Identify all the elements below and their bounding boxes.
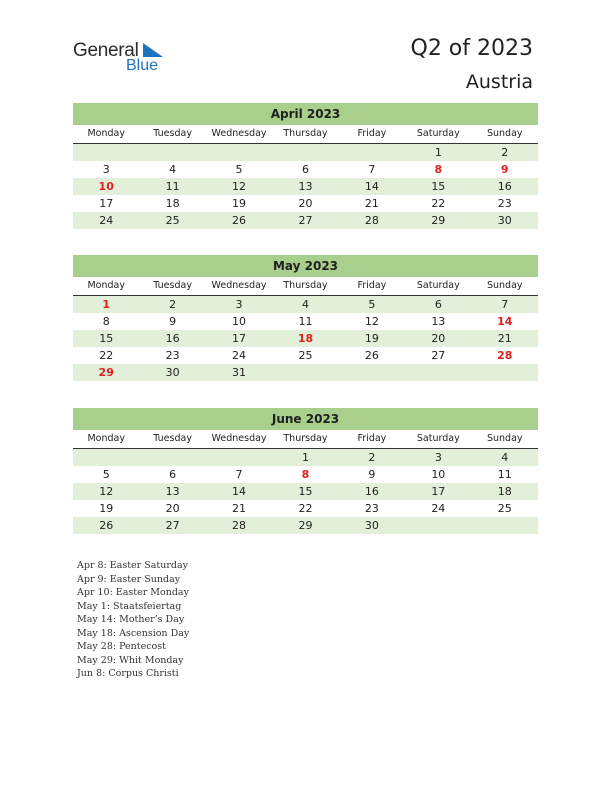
- empty-day-cell: [339, 144, 405, 161]
- day-cell: 15: [99, 332, 114, 345]
- week-row: [73, 449, 538, 466]
- day-cell: 28: [497, 349, 513, 362]
- week-row: [73, 313, 538, 330]
- weekday-label: Friday: [357, 128, 387, 139]
- month-june: [73, 408, 538, 534]
- holiday-item: May 28: Pentecost: [77, 641, 166, 652]
- day-cell: 11: [497, 468, 512, 481]
- weekday-label: Wednesday: [211, 128, 267, 139]
- weekday-label: Wednesday: [211, 433, 267, 444]
- day-cell: 29: [98, 366, 114, 379]
- day-cell: 4: [301, 298, 309, 311]
- day-cell: 10: [98, 180, 114, 193]
- day-cell: 21: [364, 197, 379, 210]
- weekday-label: Saturday: [416, 280, 460, 291]
- day-cell: 3: [434, 451, 442, 464]
- week-row: [73, 347, 538, 364]
- day-cell: 31: [232, 366, 247, 379]
- empty-day-cell: [272, 144, 338, 161]
- day-cell: 16: [165, 332, 180, 345]
- weekday-label: Thursday: [283, 128, 328, 139]
- day-cell: 20: [431, 332, 446, 345]
- weekday-label: Thursday: [283, 280, 328, 291]
- holiday-item: May 1: Staatsfeiertag: [77, 600, 182, 612]
- day-cell: 11: [165, 180, 180, 193]
- month-april: [73, 103, 538, 229]
- day-cell: 7: [235, 468, 243, 481]
- day-cell: 15: [431, 180, 446, 193]
- day-cell: 7: [501, 298, 509, 311]
- day-cell: 12: [99, 485, 114, 498]
- day-cell: 7: [368, 163, 376, 176]
- day-cell: 19: [232, 197, 247, 210]
- day-cell: 23: [364, 502, 379, 515]
- day-cell: 29: [431, 214, 446, 227]
- day-cell: 14: [497, 315, 513, 328]
- weekday-label: Sunday: [486, 128, 523, 139]
- day-cell: 15: [298, 485, 313, 498]
- day-cell: 17: [431, 485, 446, 498]
- day-cell: 13: [165, 485, 180, 498]
- day-cell: 6: [301, 163, 309, 176]
- day-cell: 10: [431, 468, 446, 481]
- country-name: Austria: [465, 71, 533, 93]
- week-row: [73, 364, 538, 381]
- holiday-item: Apr 10: Easter Monday: [77, 587, 189, 598]
- holiday-list: [77, 559, 189, 681]
- weekday-label: Monday: [87, 433, 125, 444]
- day-cell: 19: [364, 332, 379, 345]
- day-cell: 1: [434, 146, 442, 159]
- empty-day-cell: [472, 364, 538, 381]
- day-cell: 2: [501, 146, 509, 159]
- day-cell: 26: [99, 519, 114, 532]
- day-cell: 9: [500, 163, 509, 176]
- empty-day-cell: [339, 364, 405, 381]
- day-cell: 18: [497, 485, 512, 498]
- weekday-label: Friday: [357, 433, 387, 444]
- empty-day-cell: [73, 144, 139, 161]
- day-cell: 30: [364, 519, 379, 532]
- day-cell: 24: [431, 502, 446, 515]
- week-row: [73, 517, 538, 534]
- day-cell: 12: [232, 180, 247, 193]
- day-cell: 11: [298, 315, 313, 328]
- day-cell: 18: [297, 332, 314, 345]
- month-title: June 2023: [73, 408, 538, 430]
- holiday-item: May 14: Mother’s Day: [77, 614, 185, 625]
- empty-day-cell: [405, 517, 471, 534]
- week-row: [73, 161, 538, 178]
- weekday-label: Sunday: [486, 433, 523, 444]
- holiday-item: May 18: Ascension Day: [77, 627, 190, 639]
- day-cell: 28: [364, 214, 379, 227]
- day-cell: 18: [165, 197, 180, 210]
- week-row: [73, 212, 538, 229]
- empty-day-cell: [139, 449, 205, 466]
- day-cell: 20: [165, 502, 180, 515]
- day-cell: 17: [232, 332, 247, 345]
- weekday-label: Sunday: [486, 280, 523, 291]
- day-cell: 3: [235, 298, 243, 311]
- month-may: [73, 255, 538, 381]
- weekday-label: Monday: [87, 128, 125, 139]
- day-cell: 1: [301, 451, 309, 464]
- day-cell: 2: [368, 451, 376, 464]
- day-cell: 28: [232, 519, 247, 532]
- weekday-header-row: [73, 277, 538, 296]
- day-cell: 22: [99, 349, 114, 362]
- day-cell: 23: [165, 349, 180, 362]
- weekday-label: Tuesday: [153, 433, 192, 444]
- day-cell: 25: [298, 349, 313, 362]
- day-cell: 27: [431, 349, 446, 362]
- day-cell: 24: [99, 214, 114, 227]
- week-row: [73, 466, 538, 483]
- day-cell: 29: [298, 519, 313, 532]
- day-cell: 4: [501, 451, 509, 464]
- week-row: [73, 500, 538, 517]
- day-cell: 21: [497, 332, 512, 345]
- day-cell: 30: [165, 366, 180, 379]
- day-cell: 20: [298, 197, 313, 210]
- day-cell: 23: [497, 197, 512, 210]
- weekday-label: Thursday: [283, 433, 328, 444]
- week-row: [73, 144, 538, 161]
- day-cell: 9: [169, 315, 177, 328]
- day-cell: 21: [232, 502, 247, 515]
- empty-day-cell: [405, 364, 471, 381]
- week-row: [73, 296, 538, 313]
- month-title: April 2023: [73, 103, 538, 125]
- day-cell: 5: [235, 163, 243, 176]
- weekday-label: Tuesday: [153, 280, 192, 291]
- weekday-label: Saturday: [416, 433, 460, 444]
- day-cell: 3: [102, 163, 110, 176]
- empty-day-cell: [206, 144, 272, 161]
- weekday-label: Tuesday: [153, 128, 192, 139]
- week-row: [73, 483, 538, 500]
- empty-day-cell: [73, 449, 139, 466]
- holiday-item: Apr 8: Easter Saturday: [77, 560, 189, 571]
- weekday-header-row: [73, 125, 538, 144]
- day-cell: 6: [169, 468, 177, 481]
- day-cell: 26: [232, 214, 247, 227]
- weekday-label: Wednesday: [211, 280, 267, 291]
- day-cell: 5: [102, 468, 110, 481]
- month-title: May 2023: [73, 255, 538, 277]
- weekday-label: Friday: [357, 280, 387, 291]
- logo-text-general: General: [73, 40, 139, 61]
- day-cell: 27: [165, 519, 180, 532]
- week-row: [73, 330, 538, 347]
- holiday-item: May 29: Whit Monday: [77, 654, 184, 666]
- day-cell: 8: [102, 315, 110, 328]
- day-cell: 16: [364, 485, 379, 498]
- weekday-header-row: [73, 430, 538, 449]
- day-cell: 22: [431, 197, 446, 210]
- day-cell: 14: [364, 180, 379, 193]
- day-cell: 19: [99, 502, 114, 515]
- day-cell: 22: [298, 502, 313, 515]
- holiday-item: Apr 9: Easter Sunday: [77, 573, 181, 585]
- empty-day-cell: [472, 517, 538, 534]
- day-cell: 24: [232, 349, 247, 362]
- day-cell: 26: [364, 349, 379, 362]
- day-cell: 6: [434, 298, 442, 311]
- day-cell: 25: [497, 502, 512, 515]
- day-cell: 16: [497, 180, 512, 193]
- holiday-item: Jun 8: Corpus Christi: [77, 668, 179, 679]
- day-cell: 12: [364, 315, 379, 328]
- day-cell: 17: [99, 197, 114, 210]
- week-row: [73, 178, 538, 195]
- day-cell: 9: [368, 468, 376, 481]
- day-cell: 4: [169, 163, 177, 176]
- week-row: [73, 195, 538, 212]
- empty-day-cell: [206, 449, 272, 466]
- day-cell: 1: [102, 298, 111, 311]
- day-cell: 8: [434, 163, 443, 176]
- day-cell: 14: [232, 485, 247, 498]
- day-cell: 25: [165, 214, 180, 227]
- weekday-label: Monday: [87, 280, 125, 291]
- empty-day-cell: [272, 364, 338, 381]
- day-cell: 27: [298, 214, 313, 227]
- day-cell: 13: [298, 180, 313, 193]
- page-title: Q2 of 2023: [410, 36, 533, 61]
- day-cell: 10: [232, 315, 247, 328]
- logo-text-blue: Blue: [126, 57, 159, 74]
- day-cell: 2: [169, 298, 177, 311]
- empty-day-cell: [139, 144, 205, 161]
- weekday-label: Saturday: [416, 128, 460, 139]
- day-cell: 8: [301, 468, 310, 481]
- day-cell: 5: [368, 298, 376, 311]
- day-cell: 30: [497, 214, 512, 227]
- logo: [73, 40, 173, 80]
- day-cell: 13: [431, 315, 446, 328]
